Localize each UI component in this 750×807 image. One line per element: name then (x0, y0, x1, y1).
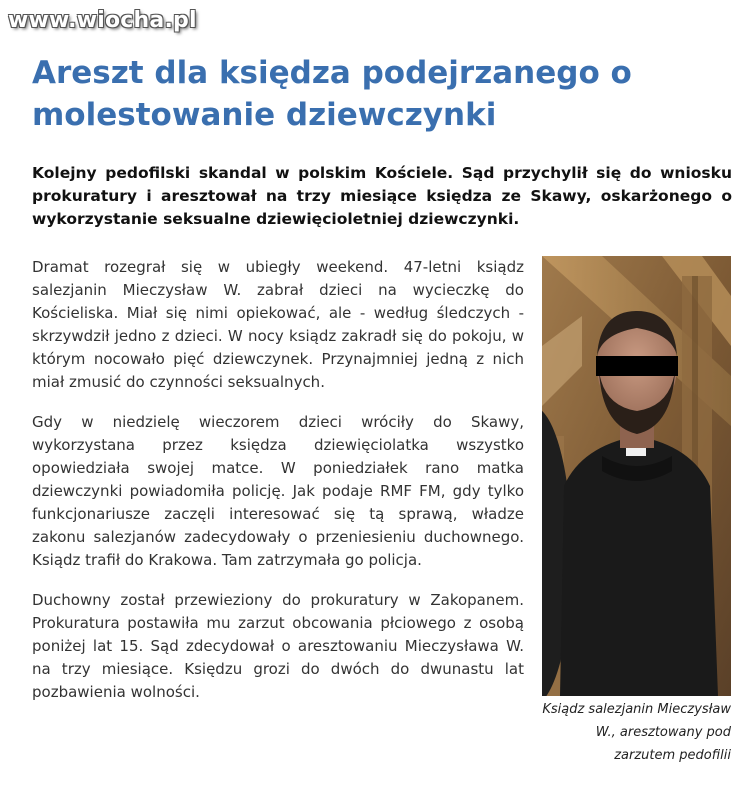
priest-photo-image (542, 256, 731, 696)
article-title: Areszt dla księdza podejrzanego o molestowanie dziewczynki (32, 55, 632, 133)
article-paragraph-3: Duchowny został przewieziony do prokuratury w Zakopanem. Prokuratura postawiła mu zarzut obcowania płciowego z osobą poniżej lat 15. Sąd zdecydował o aresztowaniu Mieczysława W. na trzy miesiące. Księdzu grozi do dwóch do dwunastu lat pozbawienia wolności. (32, 591, 524, 701)
article-paragraph-2: Gdy w niedzielę wieczorem dzieci wróciły do Skawy, wykorzystana przez księdza dziewięciolatka wszystko opowiedziała swojej matce. W poniedziałek rano matka dziewczynki powiadomiła policję. Jak podaje RMF FM, gdy tylko funkcjonariusze zaczęli interesować się tą sprawą, władze zakonu salezjanów zadecydowały o przeniesieniu duchownego. Ksiądz trafił do Krakowa. Tam zatrzymała go policja. (32, 413, 524, 569)
photo-caption: Ksiądz salezjanin Mieczysław W., aresztowany pod zarzutem pedofilii (542, 702, 731, 763)
article-paragraph-1: Dramat rozegrał się w ubiegły weekend. 47-letni ksiądz salezjanin Mieczysław W. zabrał dzieci na wycieczkę do Kościeliska. Miał się nimi opiekować, ale - według śledczych - skrzywdził jedno z dzieci. W nocy ksiądz zakradł się do pokoju, w którym nocowało pięć dziewczynek. Przynajmniej jedną z nich miał zmusić do czynności seksualnych. (32, 258, 524, 391)
censor-bar (596, 356, 678, 376)
article-body (32, 256, 524, 721)
priest-photo (542, 256, 731, 696)
site-watermark: www.wiocha.pl (8, 8, 197, 33)
article-lead: Kolejny pedofilski skandal w polskim Kościele. Sąd przychylił się do wniosku prokuratury i aresztował na trzy miesiące księdza ze Skawy, oskarżonego o wykorzystanie seksualne dziewięcioletniej dziewczynki. (32, 164, 732, 228)
